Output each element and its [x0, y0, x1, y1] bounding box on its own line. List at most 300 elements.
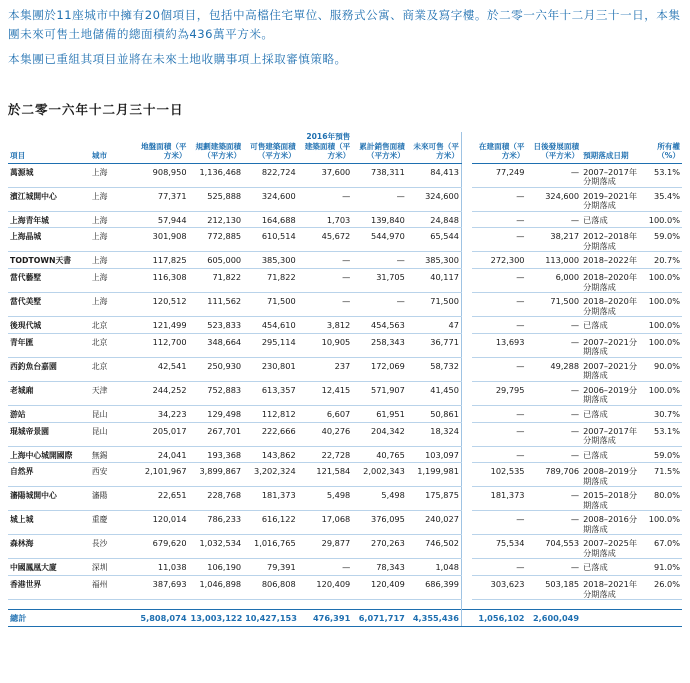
- cell-expected-completion: 2007–2017年分期落成: [581, 422, 644, 446]
- cell-under-construction: 102,535: [472, 463, 527, 487]
- cell-presold-2016: 6,607: [298, 405, 353, 422]
- table-row: [8, 163, 682, 187]
- cell-under-construction: —: [472, 446, 527, 463]
- cell-presold-2016: 45,672: [298, 228, 353, 252]
- table-row: [8, 187, 682, 211]
- cell-under-construction: 77,249: [472, 163, 527, 187]
- cell-site-area: 205,017: [134, 422, 189, 446]
- cell-presold-2016: 12,415: [298, 381, 353, 405]
- cell-ownership: 20.7%: [644, 252, 682, 269]
- cell-project-name: 中國鳳凰大廈: [8, 559, 90, 576]
- cell-planned-gfa: 523,833: [189, 317, 244, 334]
- cell-expected-completion: 2007–2021分期落成: [581, 357, 644, 381]
- cell-presold-2016: 22,728: [298, 446, 353, 463]
- cell-ownership: 59.0%: [644, 228, 682, 252]
- cell-project-name: 當代美墅: [8, 293, 90, 317]
- cell-under-construction: —: [472, 187, 527, 211]
- total-cumulative-sold: 6,071,717: [352, 610, 407, 627]
- total-phase: [581, 610, 644, 627]
- cell-presold-2016: 29,877: [298, 535, 353, 559]
- cell-expected-completion: 已落成: [581, 559, 644, 576]
- cell-gap: [461, 187, 471, 211]
- cell-under-construction: —: [472, 405, 527, 422]
- cell-future-saleable: 71,500: [407, 293, 462, 317]
- cell-saleable-gfa: 230,801: [243, 357, 298, 381]
- cell-future-development: —: [526, 333, 581, 357]
- cell-planned-gfa: 106,190: [189, 559, 244, 576]
- cell-site-area: 679,620: [134, 535, 189, 559]
- header-gap: [461, 132, 471, 163]
- cell-saleable-gfa: 222,666: [243, 422, 298, 446]
- cell-site-area: 301,908: [134, 228, 189, 252]
- cell-future-development: 71,500: [526, 293, 581, 317]
- total-site-area: 5,808,074: [134, 610, 189, 627]
- cell-ownership: 53.1%: [644, 422, 682, 446]
- table-row: [8, 446, 682, 463]
- cell-ownership: 80.0%: [644, 487, 682, 511]
- cell-expected-completion: 2008–2016分期落成: [581, 511, 644, 535]
- cell-ownership: 53.1%: [644, 163, 682, 187]
- cell-gap: [461, 269, 471, 293]
- cell-planned-gfa: 752,883: [189, 381, 244, 405]
- cell-future-development: —: [526, 317, 581, 334]
- cell-future-saleable: 40,117: [407, 269, 462, 293]
- cell-cumulative-sold: 139,840: [352, 211, 407, 228]
- cell-planned-gfa: 111,562: [189, 293, 244, 317]
- spacer-cell: [8, 600, 90, 610]
- cell-city: 深圳: [90, 559, 134, 576]
- table-row: [8, 228, 682, 252]
- cell-future-development: —: [526, 487, 581, 511]
- table-row: [8, 317, 682, 334]
- table-row: [8, 559, 682, 576]
- total-gap: [461, 610, 471, 627]
- cell-ownership: 100.0%: [644, 317, 682, 334]
- cell-city: 福州: [90, 576, 134, 600]
- cell-saleable-gfa: 610,514: [243, 228, 298, 252]
- header-ownership: 所有權（%）: [644, 132, 682, 163]
- cell-project-name: 森林海: [8, 535, 90, 559]
- cell-presold-2016: 10,905: [298, 333, 353, 357]
- cell-cumulative-sold: 40,765: [352, 446, 407, 463]
- cell-saleable-gfa: 181,373: [243, 487, 298, 511]
- cell-planned-gfa: 193,368: [189, 446, 244, 463]
- cell-saleable-gfa: 1,016,765: [243, 535, 298, 559]
- total-ownership: [644, 610, 682, 627]
- spacer-cell: [526, 600, 581, 610]
- cell-future-development: 503,185: [526, 576, 581, 600]
- cell-saleable-gfa: 71,822: [243, 269, 298, 293]
- cell-planned-gfa: 71,822: [189, 269, 244, 293]
- cell-ownership: 91.0%: [644, 559, 682, 576]
- total-future-development: 2,600,049: [526, 610, 581, 627]
- cell-expected-completion: 2018–2021年分期落成: [581, 576, 644, 600]
- cell-saleable-gfa: 71,500: [243, 293, 298, 317]
- cell-under-construction: —: [472, 269, 527, 293]
- cell-cumulative-sold: 454,563: [352, 317, 407, 334]
- cell-future-saleable: 24,848: [407, 211, 462, 228]
- cell-under-construction: 181,373: [472, 487, 527, 511]
- total-under-construction: 1,056,102: [472, 610, 527, 627]
- cell-presold-2016: 1,703: [298, 211, 353, 228]
- cell-presold-2016: 237: [298, 357, 353, 381]
- cell-project-name: 上海中心城開國際: [8, 446, 90, 463]
- intro-paragraph-2: 本集團已重組其項目並將在未來土地收購事項上採取審慎策略。: [8, 52, 347, 66]
- total-row: [8, 610, 682, 627]
- header-expected-completion: 預期落成日期: [581, 132, 644, 163]
- cell-cumulative-sold: 172,069: [352, 357, 407, 381]
- cell-expected-completion: 2007–2025年分期落成: [581, 535, 644, 559]
- cell-future-saleable: 746,502: [407, 535, 462, 559]
- table-row: [8, 511, 682, 535]
- cell-future-development: —: [526, 211, 581, 228]
- cell-site-area: 112,700: [134, 333, 189, 357]
- spacer-cell: [243, 600, 298, 610]
- cell-project-name: 後現代城: [8, 317, 90, 334]
- spacer-cell: [352, 600, 407, 610]
- header-saleable-gfa: 可售建築面積（平方米）: [243, 132, 298, 163]
- cell-gap: [461, 333, 471, 357]
- cell-future-saleable: 686,399: [407, 576, 462, 600]
- cell-project-name: 自然界: [8, 463, 90, 487]
- cell-expected-completion: 已落成: [581, 446, 644, 463]
- cell-future-saleable: 240,027: [407, 511, 462, 535]
- total-future-saleable: 4,355,436: [407, 610, 462, 627]
- header-city: 城市: [90, 132, 134, 163]
- cell-cumulative-sold: 376,095: [352, 511, 407, 535]
- total-planned-gfa: 13,003,122: [189, 610, 244, 627]
- cell-ownership: 100.0%: [644, 269, 682, 293]
- cell-gap: [461, 228, 471, 252]
- cell-future-development: —: [526, 446, 581, 463]
- cell-saleable-gfa: 3,202,324: [243, 463, 298, 487]
- cell-gap: [461, 446, 471, 463]
- cell-cumulative-sold: 5,498: [352, 487, 407, 511]
- table-row: [8, 293, 682, 317]
- cell-planned-gfa: 250,930: [189, 357, 244, 381]
- cell-under-construction: 303,623: [472, 576, 527, 600]
- cell-under-construction: —: [472, 317, 527, 334]
- cell-gap: [461, 211, 471, 228]
- cell-planned-gfa: 129,498: [189, 405, 244, 422]
- cell-site-area: 22,651: [134, 487, 189, 511]
- cell-under-construction: 272,300: [472, 252, 527, 269]
- cell-saleable-gfa: 454,610: [243, 317, 298, 334]
- cell-gap: [461, 317, 471, 334]
- cell-saleable-gfa: 79,391: [243, 559, 298, 576]
- spacer-cell: [298, 600, 353, 610]
- cell-cumulative-sold: 31,705: [352, 269, 407, 293]
- cell-city: 北京: [90, 317, 134, 334]
- cell-city: 上海: [90, 187, 134, 211]
- cell-presold-2016: —: [298, 252, 353, 269]
- spacer-cell: [134, 600, 189, 610]
- cell-city: 天津: [90, 381, 134, 405]
- table-row: [8, 211, 682, 228]
- table-row: [8, 576, 682, 600]
- cell-saleable-gfa: 112,812: [243, 405, 298, 422]
- cell-planned-gfa: 772,885: [189, 228, 244, 252]
- cell-presold-2016: 121,584: [298, 463, 353, 487]
- cell-city: 昆山: [90, 405, 134, 422]
- cell-site-area: 2,101,967: [134, 463, 189, 487]
- cell-site-area: 387,693: [134, 576, 189, 600]
- cell-future-development: —: [526, 511, 581, 535]
- cell-ownership: 100.0%: [644, 333, 682, 357]
- cell-city: 昆山: [90, 422, 134, 446]
- cell-saleable-gfa: 806,808: [243, 576, 298, 600]
- cell-gap: [461, 163, 471, 187]
- cell-expected-completion: 2015–2018分期落成: [581, 487, 644, 511]
- cell-under-construction: —: [472, 422, 527, 446]
- cell-cumulative-sold: 738,311: [352, 163, 407, 187]
- header-planned-gfa: 規劃建築面積（平方米）: [189, 132, 244, 163]
- table-row: [8, 405, 682, 422]
- cell-city: 瀋陽: [90, 487, 134, 511]
- spacer-row: [8, 600, 682, 610]
- cell-future-saleable: 58,732: [407, 357, 462, 381]
- header-cumulative-sold: 累計銷售面積（平方米）: [352, 132, 407, 163]
- cell-under-construction: —: [472, 211, 527, 228]
- cell-future-development: —: [526, 422, 581, 446]
- cell-gap: [461, 511, 471, 535]
- cell-site-area: 244,252: [134, 381, 189, 405]
- cell-saleable-gfa: 324,600: [243, 187, 298, 211]
- cell-cumulative-sold: 258,343: [352, 333, 407, 357]
- cell-planned-gfa: 605,000: [189, 252, 244, 269]
- header-project: 項目: [8, 132, 90, 163]
- cell-planned-gfa: 3,899,867: [189, 463, 244, 487]
- cell-project-name: 萬源城: [8, 163, 90, 187]
- cell-expected-completion: 2008–2019分期落成: [581, 463, 644, 487]
- cell-gap: [461, 535, 471, 559]
- cell-gap: [461, 487, 471, 511]
- cell-under-construction: —: [472, 511, 527, 535]
- header-under-construction: 在建面積（平方米）: [472, 132, 527, 163]
- cell-gap: [461, 576, 471, 600]
- spacer-cell: [407, 600, 462, 610]
- cell-cumulative-sold: 270,263: [352, 535, 407, 559]
- cell-expected-completion: 已落成: [581, 317, 644, 334]
- cell-city: 上海: [90, 211, 134, 228]
- cell-cumulative-sold: 204,342: [352, 422, 407, 446]
- cell-future-saleable: 84,413: [407, 163, 462, 187]
- cell-site-area: 11,038: [134, 559, 189, 576]
- cell-project-name: 西釣魚台嘉園: [8, 357, 90, 381]
- table-row: [8, 422, 682, 446]
- intro-text: [8, 6, 684, 75]
- cell-cumulative-sold: —: [352, 187, 407, 211]
- cell-cumulative-sold: —: [352, 293, 407, 317]
- cell-future-development: —: [526, 559, 581, 576]
- cell-future-saleable: 175,875: [407, 487, 462, 511]
- cell-future-development: —: [526, 405, 581, 422]
- cell-under-construction: —: [472, 559, 527, 576]
- cell-planned-gfa: 1,136,468: [189, 163, 244, 187]
- cell-cumulative-sold: 2,002,343: [352, 463, 407, 487]
- cell-saleable-gfa: 164,688: [243, 211, 298, 228]
- cell-gap: [461, 559, 471, 576]
- cell-project-name: 香港世界: [8, 576, 90, 600]
- cell-gap: [461, 422, 471, 446]
- cell-site-area: 908,950: [134, 163, 189, 187]
- cell-city: 重慶: [90, 511, 134, 535]
- cell-under-construction: —: [472, 228, 527, 252]
- cell-project-name: 青年匯: [8, 333, 90, 357]
- cell-under-construction: —: [472, 357, 527, 381]
- cell-expected-completion: 2007–2017年分期落成: [581, 163, 644, 187]
- cell-gap: [461, 252, 471, 269]
- cell-project-name: TODTOWN天書: [8, 252, 90, 269]
- cell-expected-completion: 2007–2021分期落成: [581, 333, 644, 357]
- cell-site-area: 121,499: [134, 317, 189, 334]
- cell-saleable-gfa: 616,122: [243, 511, 298, 535]
- table-row: [8, 357, 682, 381]
- table-body: [8, 163, 682, 627]
- header-site-area: 地盤面積（平方米）: [134, 132, 189, 163]
- cell-city: 長沙: [90, 535, 134, 559]
- cell-under-construction: 13,693: [472, 333, 527, 357]
- cell-ownership: 59.0%: [644, 446, 682, 463]
- total-saleable-gfa: 10,427,153: [243, 610, 298, 627]
- cell-expected-completion: 2018–2020年分期落成: [581, 293, 644, 317]
- cell-planned-gfa: 348,664: [189, 333, 244, 357]
- table-row: [8, 381, 682, 405]
- cell-future-saleable: 36,771: [407, 333, 462, 357]
- cell-under-construction: —: [472, 293, 527, 317]
- cell-ownership: 100.0%: [644, 293, 682, 317]
- cell-cumulative-sold: 544,970: [352, 228, 407, 252]
- cell-project-name: 濱江城開中心: [8, 187, 90, 211]
- cell-future-saleable: 1,199,981: [407, 463, 462, 487]
- cell-planned-gfa: 786,233: [189, 511, 244, 535]
- cell-cumulative-sold: 61,951: [352, 405, 407, 422]
- cell-gap: [461, 381, 471, 405]
- total-presold-2016: 476,391: [298, 610, 353, 627]
- cell-future-development: 6,000: [526, 269, 581, 293]
- cell-city: 上海: [90, 293, 134, 317]
- cell-future-saleable: 47: [407, 317, 462, 334]
- cell-expected-completion: 2018–2022年: [581, 252, 644, 269]
- cell-future-saleable: 50,861: [407, 405, 462, 422]
- header-presold-2016: 2016年預售建築面積（平方米）: [298, 132, 353, 163]
- cell-site-area: 57,944: [134, 211, 189, 228]
- cell-presold-2016: 3,812: [298, 317, 353, 334]
- cell-project-name: 城上城: [8, 511, 90, 535]
- cell-planned-gfa: 1,032,534: [189, 535, 244, 559]
- cell-expected-completion: 2006–2019分期落成: [581, 381, 644, 405]
- spacer-cell: [90, 600, 134, 610]
- cell-presold-2016: 40,276: [298, 422, 353, 446]
- cell-future-saleable: 18,324: [407, 422, 462, 446]
- cell-site-area: 116,308: [134, 269, 189, 293]
- cell-ownership: 100.0%: [644, 211, 682, 228]
- cell-saleable-gfa: 143,862: [243, 446, 298, 463]
- cell-planned-gfa: 212,130: [189, 211, 244, 228]
- cell-project-name: 游站: [8, 405, 90, 422]
- cell-presold-2016: 17,068: [298, 511, 353, 535]
- cell-city: 上海: [90, 163, 134, 187]
- cell-site-area: 34,223: [134, 405, 189, 422]
- cell-site-area: 77,371: [134, 187, 189, 211]
- table-row: [8, 535, 682, 559]
- table-row: [8, 463, 682, 487]
- cell-saleable-gfa: 822,724: [243, 163, 298, 187]
- cell-future-saleable: 324,600: [407, 187, 462, 211]
- cell-project-name: 老城廂: [8, 381, 90, 405]
- cell-expected-completion: 已落成: [581, 405, 644, 422]
- cell-city: 無錫: [90, 446, 134, 463]
- cell-site-area: 117,825: [134, 252, 189, 269]
- cell-presold-2016: 37,600: [298, 163, 353, 187]
- cell-ownership: 100.0%: [644, 511, 682, 535]
- cell-future-saleable: 1,048: [407, 559, 462, 576]
- table-row: [8, 487, 682, 511]
- cell-future-saleable: 103,097: [407, 446, 462, 463]
- land-bank-table: [8, 132, 682, 627]
- cell-cumulative-sold: 120,409: [352, 576, 407, 600]
- cell-future-development: 38,217: [526, 228, 581, 252]
- date-heading: 於二零一六年十二月三十一日: [8, 102, 184, 117]
- cell-gap: [461, 357, 471, 381]
- cell-saleable-gfa: 613,357: [243, 381, 298, 405]
- cell-ownership: 67.0%: [644, 535, 682, 559]
- cell-expected-completion: 已落成: [581, 211, 644, 228]
- cell-future-development: 789,706: [526, 463, 581, 487]
- total-label: 總計: [8, 610, 90, 627]
- cell-presold-2016: —: [298, 269, 353, 293]
- cell-presold-2016: —: [298, 559, 353, 576]
- cell-future-saleable: 41,450: [407, 381, 462, 405]
- cell-site-area: 120,512: [134, 293, 189, 317]
- cell-city: 上海: [90, 228, 134, 252]
- cell-gap: [461, 405, 471, 422]
- cell-project-name: 當代藝墅: [8, 269, 90, 293]
- cell-future-development: —: [526, 381, 581, 405]
- header-future-saleable: 未來可售（平方米）: [407, 132, 462, 163]
- cell-city: 上海: [90, 252, 134, 269]
- table-row: [8, 269, 682, 293]
- cell-planned-gfa: 228,768: [189, 487, 244, 511]
- header-future-development: 日後發展面積（平方米）: [526, 132, 581, 163]
- cell-saleable-gfa: 385,300: [243, 252, 298, 269]
- cell-presold-2016: —: [298, 187, 353, 211]
- cell-ownership: 30.7%: [644, 405, 682, 422]
- cell-planned-gfa: 525,888: [189, 187, 244, 211]
- cell-expected-completion: 2019–2021年分期落成: [581, 187, 644, 211]
- cell-expected-completion: 2012–2018年分期落成: [581, 228, 644, 252]
- cell-ownership: 100.0%: [644, 381, 682, 405]
- cell-city: 西安: [90, 463, 134, 487]
- cell-future-saleable: 65,544: [407, 228, 462, 252]
- cell-project-name: 瀋陽城開中心: [8, 487, 90, 511]
- cell-gap: [461, 463, 471, 487]
- table-row: [8, 252, 682, 269]
- cell-presold-2016: 120,409: [298, 576, 353, 600]
- cell-presold-2016: 5,498: [298, 487, 353, 511]
- table-row: [8, 333, 682, 357]
- cell-future-development: 704,553: [526, 535, 581, 559]
- cell-future-saleable: 385,300: [407, 252, 462, 269]
- cell-site-area: 120,014: [134, 511, 189, 535]
- cell-project-name: 上海青年城: [8, 211, 90, 228]
- spacer-cell: [472, 600, 527, 610]
- cell-site-area: 24,041: [134, 446, 189, 463]
- cell-expected-completion: 2018–2020年分期落成: [581, 269, 644, 293]
- cell-city: 北京: [90, 357, 134, 381]
- cell-ownership: 90.0%: [644, 357, 682, 381]
- table-header-row: [8, 132, 682, 163]
